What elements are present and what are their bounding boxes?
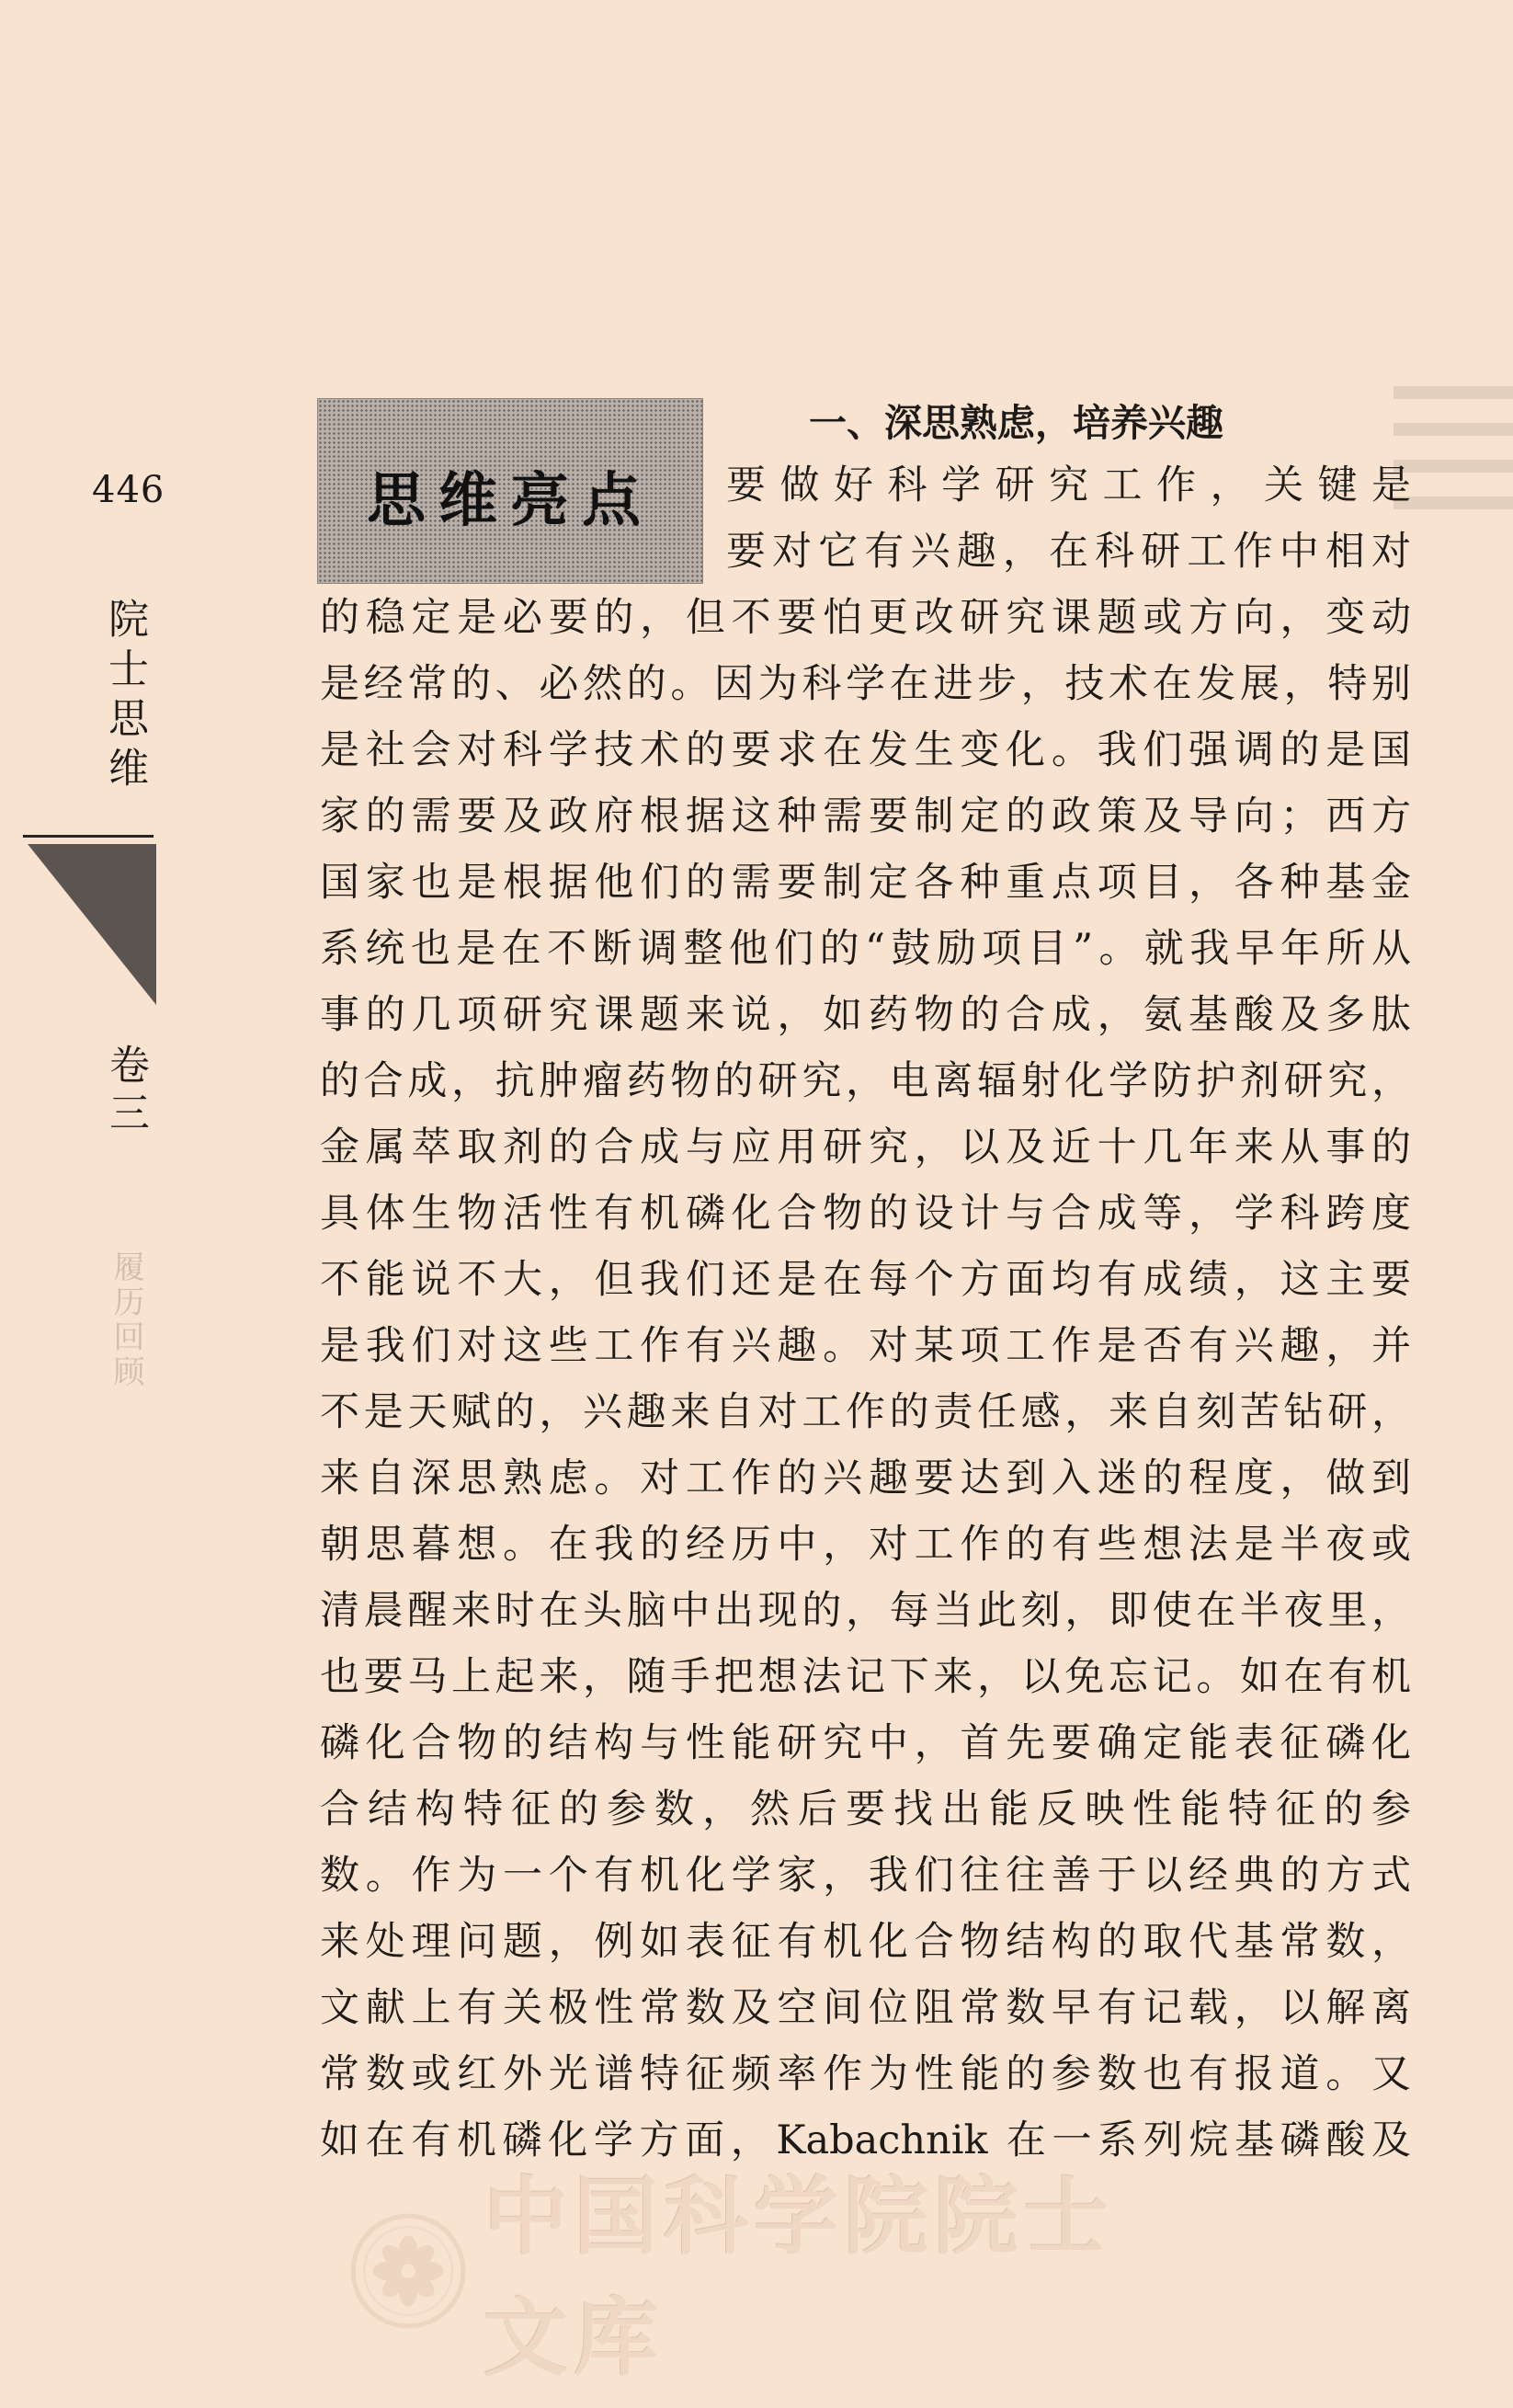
text-line: 不能说不大，但我们还是在每个方面均有成绩，这主要 bbox=[320, 1257, 1411, 1303]
volume-label: 卷三 bbox=[102, 1044, 149, 1139]
text-line: 来自深思熟虑。对工作的兴趣要达到入迷的程度，做到 bbox=[320, 1455, 1411, 1501]
text-line: 常数或红外光谱特征频率作为性能的参数也有报道。又 bbox=[320, 2051, 1411, 2097]
spine-ghost-text: 履历回顾 bbox=[108, 1250, 144, 1390]
text-line: 要做好科学研究工作，关键是 bbox=[726, 462, 1411, 508]
highlight-label: 思维亮点 bbox=[367, 467, 654, 535]
text-line: 磷化合物的结构与性能研究中，首先要确定能表征磷化 bbox=[320, 1720, 1411, 1766]
text-line: 文献上有关极性常数及空间位阻常数早有记载，以解离 bbox=[320, 1985, 1411, 2031]
text-line: 系统也是在不断调整他们的“鼓励项目”。就我早年所从 bbox=[320, 926, 1411, 972]
text-line: 国家也是根据他们的需要制定各种重点项目，各种基金 bbox=[320, 860, 1411, 906]
section-heading: 一、深思熟虑，培养兴趣 bbox=[809, 401, 1223, 445]
text-line: 不是天赋的，兴趣来自对工作的责任感，来自刻苦钻研， bbox=[320, 1389, 1411, 1435]
text-line: 也要马上起来，随手把想法记下来，以免忘记。如在有机 bbox=[320, 1654, 1411, 1700]
text-line: 是社会对科学技术的要求在发生变化。我们强调的是国 bbox=[320, 727, 1411, 773]
body-text bbox=[320, 585, 1411, 2174]
text-line: 要对它有兴趣，在科研工作中相对 bbox=[726, 529, 1411, 575]
text-line: 如在有机磷化学方面，Kabachnik 在一系列烷基磷酸及 bbox=[320, 2117, 1411, 2163]
watermark bbox=[349, 2167, 1177, 2388]
page-number: 446 bbox=[92, 469, 165, 511]
watermark-text: 中国科学院院士文库 bbox=[483, 2167, 1115, 2388]
running-title: 院士思维 bbox=[101, 598, 148, 796]
text-line: 来处理问题，例如表征有机化合物结构的取代基常数， bbox=[320, 1919, 1411, 1965]
text-line: 的稳定是必要的，但不要怕更改研究课题或方向，变动 bbox=[320, 595, 1411, 641]
text-line: 朝思暮想。在我的经历中，对工作的有些想法是半夜或 bbox=[320, 1522, 1411, 1568]
text-line: 清晨醒来时在头脑中出现的，每当此刻，即使在半夜里， bbox=[320, 1588, 1411, 1634]
side-triangle-ornament bbox=[28, 844, 156, 1005]
text-line: 家的需要及政府根据这种需要制定的政策及导向；西方 bbox=[320, 793, 1411, 839]
text-line: 事的几项研究课题来说，如药物的合成，氨基酸及多肽 bbox=[320, 992, 1411, 1038]
text-line: 具体生物活性有机磷化合物的设计与合成等，学科跨度 bbox=[320, 1191, 1411, 1237]
body-text-wrapped bbox=[320, 452, 1411, 585]
text-line: 是经常的、必然的。因为科学在进步，技术在发展，特别 bbox=[320, 661, 1411, 707]
text-line: 的合成，抗肿瘤药物的研究，电离辐射化学防护剂研究， bbox=[320, 1058, 1411, 1104]
bleed-through-marks bbox=[1394, 386, 1513, 552]
text-line: 合结构特征的参数，然后要找出能反映性能特征的参 bbox=[320, 1786, 1411, 1832]
text-line: 数。作为一个有机化学家，我们往往善于以经典的方式 bbox=[320, 1853, 1411, 1899]
side-rule bbox=[23, 835, 154, 838]
text-line: 是我们对这些工作有兴趣。对某项工作是否有兴趣，并 bbox=[320, 1323, 1411, 1369]
text-line: 金属萃取剂的合成与应用研究，以及近十几年来从事的 bbox=[320, 1124, 1411, 1170]
flower-seal-icon bbox=[349, 2202, 467, 2340]
